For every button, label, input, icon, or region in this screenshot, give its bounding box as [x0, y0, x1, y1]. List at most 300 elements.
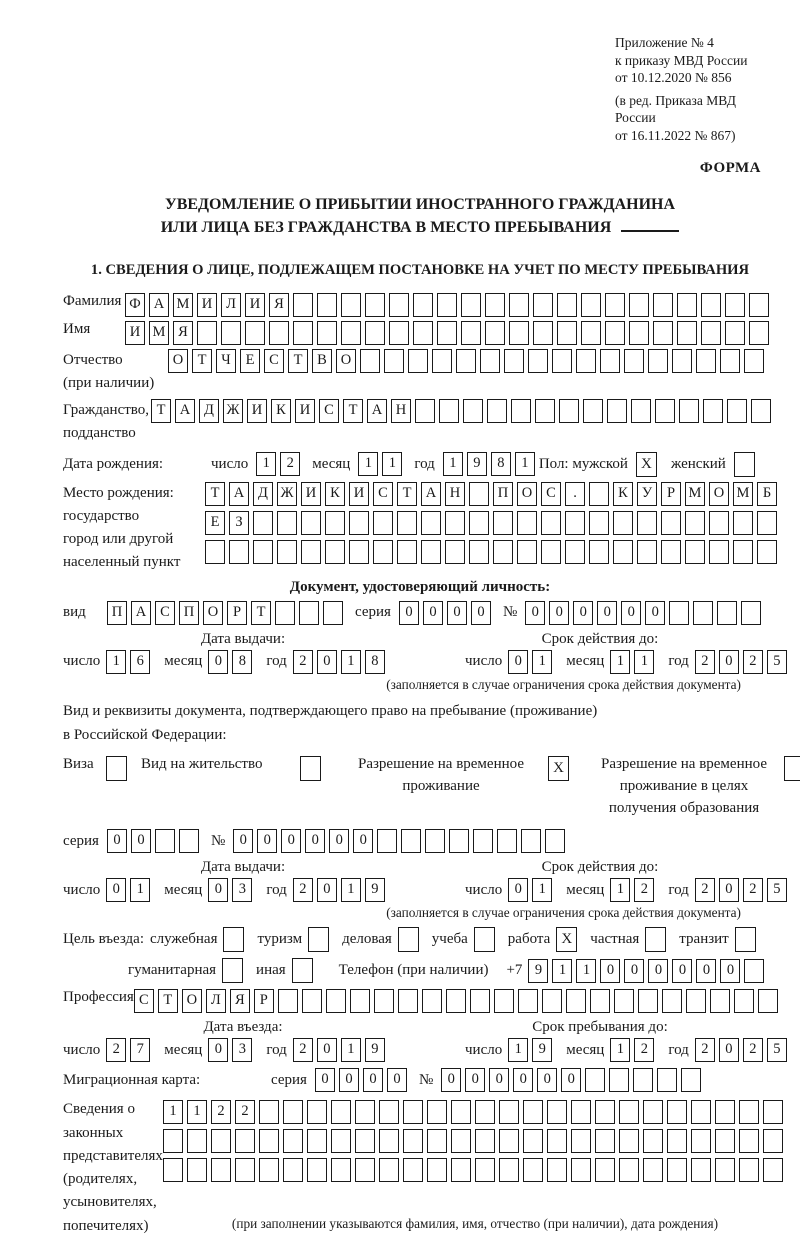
char-box[interactable] — [653, 293, 673, 317]
char-box[interactable] — [589, 482, 609, 506]
char-box[interactable]: Ч — [216, 349, 236, 373]
char-box[interactable] — [437, 293, 457, 317]
char-box[interactable]: 0 — [233, 829, 253, 853]
char-box[interactable] — [589, 511, 609, 535]
char-box[interactable] — [763, 1100, 783, 1124]
char-box[interactable]: И — [197, 293, 217, 317]
char-box[interactable] — [763, 1158, 783, 1182]
char-box[interactable]: Д — [199, 399, 219, 423]
char-box[interactable] — [253, 540, 273, 564]
char-box[interactable] — [686, 989, 706, 1013]
char-box[interactable]: С — [319, 399, 339, 423]
char-box[interactable] — [480, 349, 500, 373]
char-box[interactable]: Т — [205, 482, 225, 506]
char-box[interactable] — [499, 1129, 519, 1153]
char-box[interactable] — [445, 540, 465, 564]
char-box[interactable] — [389, 321, 409, 345]
char-box[interactable] — [661, 511, 681, 535]
char-box[interactable] — [757, 540, 777, 564]
char-box[interactable] — [278, 989, 298, 1013]
char-box[interactable]: 0 — [648, 959, 668, 983]
char-box[interactable]: 1 — [532, 878, 552, 902]
char-box[interactable]: 9 — [365, 878, 385, 902]
char-box[interactable] — [397, 540, 417, 564]
char-box[interactable]: 1 — [163, 1100, 183, 1124]
char-box[interactable] — [509, 293, 529, 317]
char-box[interactable] — [494, 989, 514, 1013]
char-box[interactable] — [637, 540, 657, 564]
char-box[interactable]: М — [173, 293, 193, 317]
char-box[interactable] — [349, 511, 369, 535]
char-box[interactable] — [221, 321, 241, 345]
char-box[interactable] — [439, 399, 459, 423]
char-box[interactable] — [518, 989, 538, 1013]
char-box[interactable] — [283, 1158, 303, 1182]
char-box[interactable]: 2 — [695, 1038, 715, 1062]
char-box[interactable]: 1 — [130, 878, 150, 902]
char-box[interactable] — [283, 1129, 303, 1153]
char-box[interactable] — [485, 321, 505, 345]
char-box[interactable]: Н — [445, 482, 465, 506]
char-box[interactable]: 1 — [341, 878, 361, 902]
char-box[interactable] — [613, 540, 633, 564]
char-box[interactable] — [317, 293, 337, 317]
char-box[interactable] — [373, 540, 393, 564]
char-box[interactable]: И — [301, 482, 321, 506]
char-box[interactable] — [547, 1158, 567, 1182]
char-box[interactable] — [365, 321, 385, 345]
char-box[interactable] — [235, 1129, 255, 1153]
char-box[interactable] — [681, 1068, 701, 1092]
checkbox[interactable] — [735, 927, 756, 952]
char-box[interactable]: Л — [221, 293, 241, 317]
char-box[interactable]: 0 — [363, 1068, 383, 1092]
char-box[interactable] — [299, 601, 319, 625]
char-box[interactable]: О — [203, 601, 223, 625]
char-box[interactable] — [163, 1158, 183, 1182]
char-box[interactable] — [566, 989, 586, 1013]
char-box[interactable] — [624, 349, 644, 373]
char-box[interactable]: Ж — [223, 399, 243, 423]
char-box[interactable] — [325, 511, 345, 535]
char-box[interactable] — [523, 1129, 543, 1153]
char-box[interactable]: Т — [397, 482, 417, 506]
char-box[interactable]: 0 — [107, 829, 127, 853]
char-box[interactable]: 1 — [515, 452, 535, 476]
char-box[interactable] — [398, 989, 418, 1013]
checkbox[interactable]: X — [556, 927, 577, 952]
char-box[interactable] — [517, 511, 537, 535]
char-box[interactable] — [283, 1100, 303, 1124]
checkbox[interactable] — [784, 756, 800, 781]
char-box[interactable]: 9 — [532, 1038, 552, 1062]
char-box[interactable]: Р — [661, 482, 681, 506]
char-box[interactable]: 9 — [528, 959, 548, 983]
char-box[interactable] — [727, 399, 747, 423]
char-box[interactable] — [307, 1158, 327, 1182]
char-box[interactable] — [585, 1068, 605, 1092]
char-box[interactable]: 2 — [235, 1100, 255, 1124]
char-box[interactable] — [763, 1129, 783, 1153]
char-box[interactable]: 2 — [695, 878, 715, 902]
char-box[interactable] — [710, 989, 730, 1013]
char-box[interactable] — [259, 1129, 279, 1153]
char-box[interactable] — [557, 293, 577, 317]
char-box[interactable] — [432, 349, 452, 373]
checkbox[interactable] — [645, 927, 666, 952]
char-box[interactable] — [600, 349, 620, 373]
char-box[interactable] — [269, 321, 289, 345]
char-box[interactable] — [559, 399, 579, 423]
char-box[interactable] — [469, 511, 489, 535]
char-box[interactable]: К — [613, 482, 633, 506]
char-box[interactable]: Р — [227, 601, 247, 625]
char-box[interactable] — [413, 293, 433, 317]
char-box[interactable] — [533, 321, 553, 345]
char-box[interactable]: Ф — [125, 293, 145, 317]
checkbox[interactable] — [308, 927, 329, 952]
char-box[interactable]: С — [541, 482, 561, 506]
char-box[interactable]: 7 — [130, 1038, 150, 1062]
char-box[interactable] — [739, 1100, 759, 1124]
char-box[interactable] — [523, 1158, 543, 1182]
checkbox[interactable] — [106, 756, 127, 781]
char-box[interactable]: 9 — [467, 452, 487, 476]
char-box[interactable] — [605, 293, 625, 317]
char-box[interactable]: И — [349, 482, 369, 506]
char-box[interactable] — [655, 399, 675, 423]
char-box[interactable] — [403, 1158, 423, 1182]
char-box[interactable] — [691, 1100, 711, 1124]
char-box[interactable] — [595, 1158, 615, 1182]
char-box[interactable] — [701, 293, 721, 317]
char-box[interactable]: Я — [269, 293, 289, 317]
char-box[interactable]: З — [229, 511, 249, 535]
char-box[interactable] — [677, 293, 697, 317]
char-box[interactable] — [643, 1158, 663, 1182]
checkbox[interactable] — [300, 756, 321, 781]
char-box[interactable]: 0 — [471, 601, 491, 625]
char-box[interactable]: 0 — [423, 601, 443, 625]
char-box[interactable] — [509, 321, 529, 345]
char-box[interactable]: 0 — [621, 601, 641, 625]
char-box[interactable]: О — [709, 482, 729, 506]
char-box[interactable]: А — [131, 601, 151, 625]
char-box[interactable] — [629, 293, 649, 317]
char-box[interactable] — [422, 989, 442, 1013]
char-box[interactable] — [619, 1158, 639, 1182]
char-box[interactable] — [461, 321, 481, 345]
char-box[interactable] — [725, 321, 745, 345]
char-box[interactable] — [463, 399, 483, 423]
char-box[interactable]: 0 — [281, 829, 301, 853]
char-box[interactable] — [461, 293, 481, 317]
char-box[interactable] — [325, 540, 345, 564]
char-box[interactable]: 0 — [339, 1068, 359, 1092]
char-box[interactable] — [552, 349, 572, 373]
char-box[interactable]: 3 — [232, 878, 252, 902]
char-box[interactable] — [350, 989, 370, 1013]
char-box[interactable]: 1 — [443, 452, 463, 476]
char-box[interactable]: 8 — [491, 452, 511, 476]
char-box[interactable]: 2 — [634, 1038, 654, 1062]
char-box[interactable]: 0 — [257, 829, 277, 853]
char-box[interactable] — [643, 1100, 663, 1124]
char-box[interactable] — [541, 540, 561, 564]
char-box[interactable] — [609, 1068, 629, 1092]
char-box[interactable]: О — [517, 482, 537, 506]
char-box[interactable] — [179, 829, 199, 853]
char-box[interactable] — [685, 511, 705, 535]
char-box[interactable] — [427, 1129, 447, 1153]
checkbox[interactable] — [474, 927, 495, 952]
char-box[interactable]: 8 — [232, 650, 252, 674]
char-box[interactable]: 5 — [767, 1038, 787, 1062]
char-box[interactable] — [451, 1129, 471, 1153]
char-box[interactable] — [377, 829, 397, 853]
char-box[interactable]: К — [325, 482, 345, 506]
checkbox[interactable] — [292, 958, 313, 983]
char-box[interactable] — [589, 540, 609, 564]
char-box[interactable] — [691, 1158, 711, 1182]
char-box[interactable] — [389, 293, 409, 317]
char-box[interactable]: О — [168, 349, 188, 373]
char-box[interactable] — [293, 321, 313, 345]
char-box[interactable] — [557, 321, 577, 345]
char-box[interactable] — [535, 399, 555, 423]
char-box[interactable] — [696, 349, 716, 373]
char-box[interactable] — [421, 511, 441, 535]
char-box[interactable] — [669, 601, 689, 625]
char-box[interactable] — [187, 1158, 207, 1182]
char-box[interactable]: 0 — [315, 1068, 335, 1092]
char-box[interactable] — [421, 540, 441, 564]
char-box[interactable]: 0 — [131, 829, 151, 853]
char-box[interactable] — [331, 1100, 351, 1124]
char-box[interactable]: Е — [205, 511, 225, 535]
char-box[interactable] — [693, 601, 713, 625]
char-box[interactable]: Е — [240, 349, 260, 373]
char-box[interactable] — [638, 989, 658, 1013]
char-box[interactable]: 0 — [719, 1038, 739, 1062]
char-box[interactable] — [197, 321, 217, 345]
char-box[interactable]: 0 — [513, 1068, 533, 1092]
char-box[interactable]: Я — [230, 989, 250, 1013]
char-box[interactable]: 0 — [353, 829, 373, 853]
char-box[interactable] — [667, 1100, 687, 1124]
char-box[interactable] — [619, 1129, 639, 1153]
char-box[interactable]: М — [685, 482, 705, 506]
char-box[interactable]: С — [155, 601, 175, 625]
char-box[interactable] — [331, 1158, 351, 1182]
char-box[interactable] — [245, 321, 265, 345]
char-box[interactable] — [613, 511, 633, 535]
char-box[interactable] — [317, 321, 337, 345]
char-box[interactable]: 6 — [130, 650, 150, 674]
char-box[interactable] — [691, 1129, 711, 1153]
char-box[interactable] — [583, 399, 603, 423]
char-box[interactable] — [415, 399, 435, 423]
char-box[interactable]: 0 — [672, 959, 692, 983]
char-box[interactable] — [469, 482, 489, 506]
char-box[interactable]: 8 — [365, 650, 385, 674]
char-box[interactable] — [493, 511, 513, 535]
char-box[interactable]: О — [336, 349, 356, 373]
char-box[interactable]: Д — [253, 482, 273, 506]
char-box[interactable]: 0 — [208, 650, 228, 674]
char-box[interactable] — [277, 540, 297, 564]
char-box[interactable] — [744, 349, 764, 373]
char-box[interactable]: 0 — [720, 959, 740, 983]
char-box[interactable]: . — [565, 482, 585, 506]
char-box[interactable] — [275, 601, 295, 625]
char-box[interactable]: 0 — [508, 878, 528, 902]
char-box[interactable]: К — [271, 399, 291, 423]
char-box[interactable]: О — [182, 989, 202, 1013]
char-box[interactable] — [619, 1100, 639, 1124]
char-box[interactable] — [451, 1100, 471, 1124]
char-box[interactable]: П — [493, 482, 513, 506]
char-box[interactable] — [253, 511, 273, 535]
char-box[interactable] — [341, 293, 361, 317]
char-box[interactable]: 2 — [695, 650, 715, 674]
char-box[interactable] — [643, 1129, 663, 1153]
char-box[interactable] — [739, 1158, 759, 1182]
char-box[interactable] — [379, 1129, 399, 1153]
char-box[interactable]: 0 — [719, 878, 739, 902]
char-box[interactable] — [293, 293, 313, 317]
char-box[interactable]: 2 — [743, 1038, 763, 1062]
char-box[interactable] — [709, 540, 729, 564]
char-box[interactable]: 1 — [610, 650, 630, 674]
char-box[interactable] — [277, 511, 297, 535]
char-box[interactable]: 0 — [719, 650, 739, 674]
char-box[interactable]: 1 — [532, 650, 552, 674]
char-box[interactable]: С — [134, 989, 154, 1013]
char-box[interactable] — [163, 1129, 183, 1153]
char-box[interactable]: П — [107, 601, 127, 625]
char-box[interactable] — [259, 1158, 279, 1182]
char-box[interactable] — [504, 349, 524, 373]
char-box[interactable] — [403, 1129, 423, 1153]
char-box[interactable] — [499, 1100, 519, 1124]
char-box[interactable] — [307, 1100, 327, 1124]
char-box[interactable]: 3 — [232, 1038, 252, 1062]
char-box[interactable]: 5 — [767, 878, 787, 902]
char-box[interactable] — [497, 829, 517, 853]
char-box[interactable] — [401, 829, 421, 853]
char-box[interactable]: 0 — [208, 1038, 228, 1062]
char-box[interactable] — [523, 1100, 543, 1124]
char-box[interactable]: А — [149, 293, 169, 317]
char-box[interactable] — [323, 601, 343, 625]
char-box[interactable] — [449, 829, 469, 853]
char-box[interactable] — [408, 349, 428, 373]
char-box[interactable] — [739, 1129, 759, 1153]
char-box[interactable] — [445, 511, 465, 535]
char-box[interactable]: Н — [391, 399, 411, 423]
char-box[interactable]: 1 — [634, 650, 654, 674]
char-box[interactable] — [235, 1158, 255, 1182]
char-box[interactable] — [427, 1158, 447, 1182]
char-box[interactable] — [469, 540, 489, 564]
char-box[interactable] — [741, 601, 761, 625]
char-box[interactable]: 0 — [317, 878, 337, 902]
char-box[interactable] — [379, 1158, 399, 1182]
char-box[interactable] — [653, 321, 673, 345]
char-box[interactable] — [701, 321, 721, 345]
char-box[interactable]: 1 — [552, 959, 572, 983]
char-box[interactable]: И — [295, 399, 315, 423]
char-box[interactable] — [533, 293, 553, 317]
char-box[interactable]: 5 — [767, 650, 787, 674]
char-box[interactable]: А — [175, 399, 195, 423]
char-box[interactable] — [301, 511, 321, 535]
char-box[interactable] — [733, 540, 753, 564]
char-box[interactable] — [349, 540, 369, 564]
char-box[interactable] — [374, 989, 394, 1013]
char-box[interactable]: 1 — [382, 452, 402, 476]
char-box[interactable]: И — [247, 399, 267, 423]
char-box[interactable] — [667, 1129, 687, 1153]
char-box[interactable] — [685, 540, 705, 564]
char-box[interactable] — [547, 1100, 567, 1124]
char-box[interactable]: 0 — [508, 650, 528, 674]
char-box[interactable] — [758, 989, 778, 1013]
char-box[interactable] — [679, 399, 699, 423]
char-box[interactable] — [475, 1158, 495, 1182]
char-box[interactable] — [749, 293, 769, 317]
char-box[interactable] — [259, 1100, 279, 1124]
char-box[interactable] — [456, 349, 476, 373]
char-box[interactable]: 0 — [573, 601, 593, 625]
char-box[interactable] — [331, 1129, 351, 1153]
char-box[interactable] — [355, 1129, 375, 1153]
char-box[interactable] — [511, 399, 531, 423]
char-box[interactable] — [211, 1158, 231, 1182]
char-box[interactable]: Р — [254, 989, 274, 1013]
char-box[interactable] — [715, 1129, 735, 1153]
char-box[interactable] — [757, 511, 777, 535]
char-box[interactable] — [605, 321, 625, 345]
char-box[interactable] — [542, 989, 562, 1013]
char-box[interactable]: 1 — [610, 1038, 630, 1062]
char-box[interactable]: Л — [206, 989, 226, 1013]
char-box[interactable]: 0 — [329, 829, 349, 853]
char-box[interactable] — [571, 1158, 591, 1182]
char-box[interactable]: Т — [158, 989, 178, 1013]
checkbox[interactable]: X — [548, 756, 569, 781]
char-box[interactable] — [607, 399, 627, 423]
char-box[interactable]: Ж — [277, 482, 297, 506]
char-box[interactable] — [355, 1100, 375, 1124]
char-box[interactable] — [384, 349, 404, 373]
char-box[interactable] — [744, 959, 764, 983]
char-box[interactable]: Т — [192, 349, 212, 373]
char-box[interactable] — [703, 399, 723, 423]
char-box[interactable]: А — [421, 482, 441, 506]
char-box[interactable] — [302, 989, 322, 1013]
char-box[interactable]: 0 — [387, 1068, 407, 1092]
char-box[interactable] — [427, 1100, 447, 1124]
char-box[interactable] — [517, 540, 537, 564]
char-box[interactable]: 1 — [341, 650, 361, 674]
char-box[interactable]: 1 — [610, 878, 630, 902]
char-box[interactable] — [547, 1129, 567, 1153]
char-box[interactable]: 2 — [280, 452, 300, 476]
checkbox[interactable] — [734, 452, 755, 477]
char-box[interactable]: В — [312, 349, 332, 373]
